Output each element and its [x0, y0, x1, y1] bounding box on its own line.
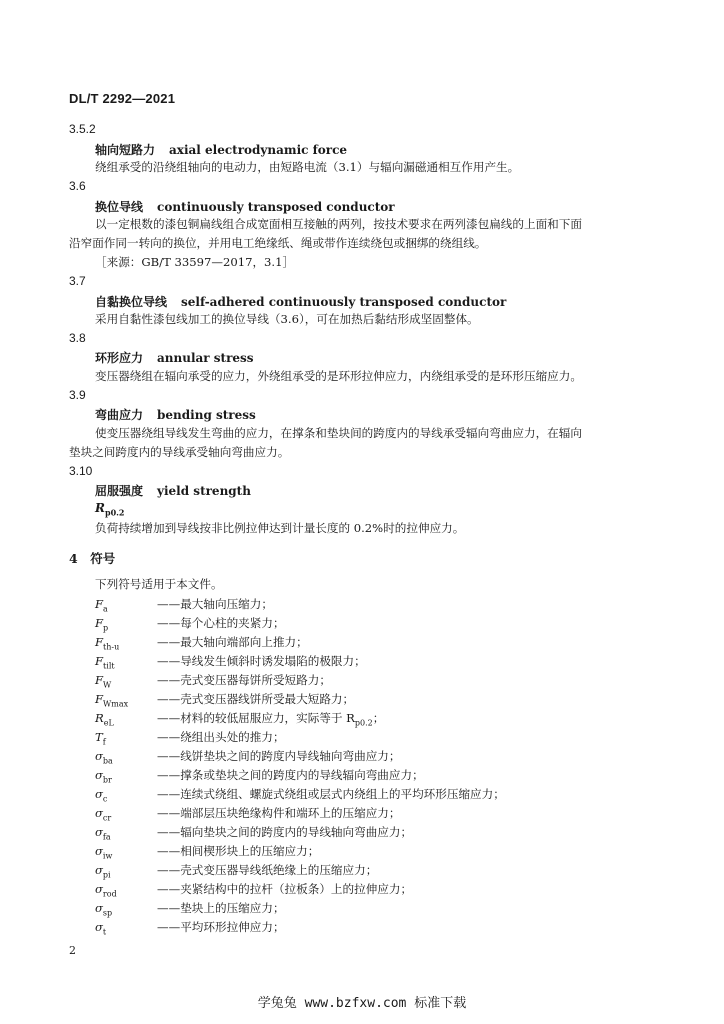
definition-text: 采用自黏性漆包线加工的换位导线（3.6），可在加热后黏结形成坚固整体。 — [95, 312, 479, 326]
symbol-row: $F_p$ ——每个心柱的夹紧力； — [95, 616, 285, 633]
symbol-row: $\sigma_{br}$ ——撑条或垫块之间的跨度内的导线辐向弯曲应力； — [95, 768, 424, 785]
term-zh: 环形应力 — [95, 351, 144, 365]
definition-text: 以一定根数的漆包铜扁线组合成宽面相互接触的两列，按技术要求在两列漆包扁线的上面和下面 — [95, 217, 582, 231]
symbol-row: $\sigma_{fa}$ ——辐向垫块之间的跨度内的导线轴向弯曲应力； — [95, 825, 413, 842]
document-header: DL/T 2292—2021 — [69, 91, 176, 106]
term-en: continuously transposed conductor — [157, 200, 395, 214]
term-heading — [95, 349, 254, 366]
symbol-row: $\sigma_{rod}$ ——夹紧结构中的拉杆（拉板条）上的拉伸应力； — [95, 882, 413, 899]
symbol-row: $F_{tilt}$ ——导线发生倾斜时诱发塌陷的极限力； — [95, 654, 366, 671]
symbol-row: $\sigma_{cr}$ ——端部层压块绝缘构件和端环上的压缩应力； — [95, 806, 401, 823]
term-en: bending stress — [157, 408, 256, 422]
term-heading — [95, 198, 395, 215]
term-heading — [95, 293, 506, 310]
term-zh: 弯曲应力 — [95, 408, 144, 422]
term-zh: 换位导线 — [95, 200, 144, 214]
definition-text: 绕组承受的沿绕组轴向的电动力，由短路电流（3.1）与辐向漏磁通相互作用产生。 — [95, 160, 520, 174]
symbol-row: $\sigma_{ba}$ ——线饼垫块之间的跨度内导线轴向弯曲应力； — [95, 749, 401, 766]
page-number: 2 — [69, 944, 76, 957]
clause-number: 3.8 — [69, 331, 86, 345]
section-title: 4 符号 — [69, 551, 116, 566]
term-en: axial electrodynamic force — [169, 143, 348, 157]
source-note: ［来源：GB/T 33597—2017，3.1］ — [95, 255, 295, 269]
definition-text: 沿窄面作同一转向的换位，并用电工绝缘纸、绳或带作连续绕包或捆绑的绕组线。 — [69, 236, 487, 250]
symbol-row: $\sigma_{sp}$ ——垫块上的压缩应力； — [95, 901, 285, 918]
term-zh: 轴向短路力 — [95, 143, 156, 157]
term-symbol: $R_{p0.2}$ — [95, 501, 125, 518]
term-en: annular stress — [157, 351, 254, 365]
definition-text: 使变压器绕组导线发生弯曲的应力，在撑条和垫块间的跨度内的导线承受辐向弯曲应力，在辐向 — [95, 426, 582, 440]
term-heading — [95, 141, 347, 158]
symbol-row: $F_{th-u}$ ——最大轴向端部向上推力； — [95, 635, 308, 652]
clause-number: 3.6 — [69, 179, 86, 193]
symbol-row: $\sigma_c$ ——连续式绕组、螺旋式绕组或层式内绕组上的平均环形压缩应力； — [95, 787, 505, 804]
term-en: self-adhered continuously transposed conductor — [181, 295, 507, 309]
clause-number: 3.10 — [69, 464, 93, 478]
symbol-row: $T_f$ ——绕组出头处的推力； — [95, 730, 285, 747]
definition-text: 垫块之间跨度内的导线承受轴向弯曲应力。 — [69, 445, 290, 459]
symbol-row: $F_W$ ——壳式变压器每饼所受短路力； — [95, 673, 331, 690]
clause-number: 3.7 — [69, 274, 86, 288]
term-zh: 自黏换位导线 — [95, 295, 168, 309]
section-intro: 下列符号适用于本文件。 — [95, 577, 223, 591]
symbol-row: $\sigma_{iw}$ ——相间楔形块上的压缩应力； — [95, 844, 320, 861]
term-en: yield strength — [157, 484, 251, 498]
clause-number: 3.5.2 — [69, 122, 96, 136]
symbol-row: $\sigma_t$ ——平均环形拉伸应力； — [95, 920, 285, 937]
symbol-row: $F_a$ ——最大轴向压缩力； — [95, 597, 273, 614]
footer-watermark: 学兔兔 www.bzfxw.com 标准下载 — [257, 996, 467, 1011]
symbol-row: $\sigma_{pi}$ ——壳式变压器导线纸绝缘上的压缩应力； — [95, 863, 378, 880]
definition-text: 变压器绕组在辐向承受的应力，外绕组承受的是环形拉伸应力，内绕组承受的是环形压缩应力。 — [95, 369, 582, 383]
clause-number: 3.9 — [69, 388, 86, 402]
term-heading — [95, 406, 256, 423]
definition-text: 负荷持续增加到导线按非比例拉伸达到计量长度的 0.2%时的拉伸应力。 — [95, 521, 465, 535]
symbol-row: $F_{Wmax}$ ——壳式变压器线饼所受最大短路力； — [95, 692, 355, 709]
term-heading — [95, 482, 251, 499]
term-zh: 屈服强度 — [95, 484, 144, 498]
symbol-row: $R_{eL}$ ——材料的较低屈服应力，实际等于 $R_{p0.2}$； — [95, 711, 385, 728]
